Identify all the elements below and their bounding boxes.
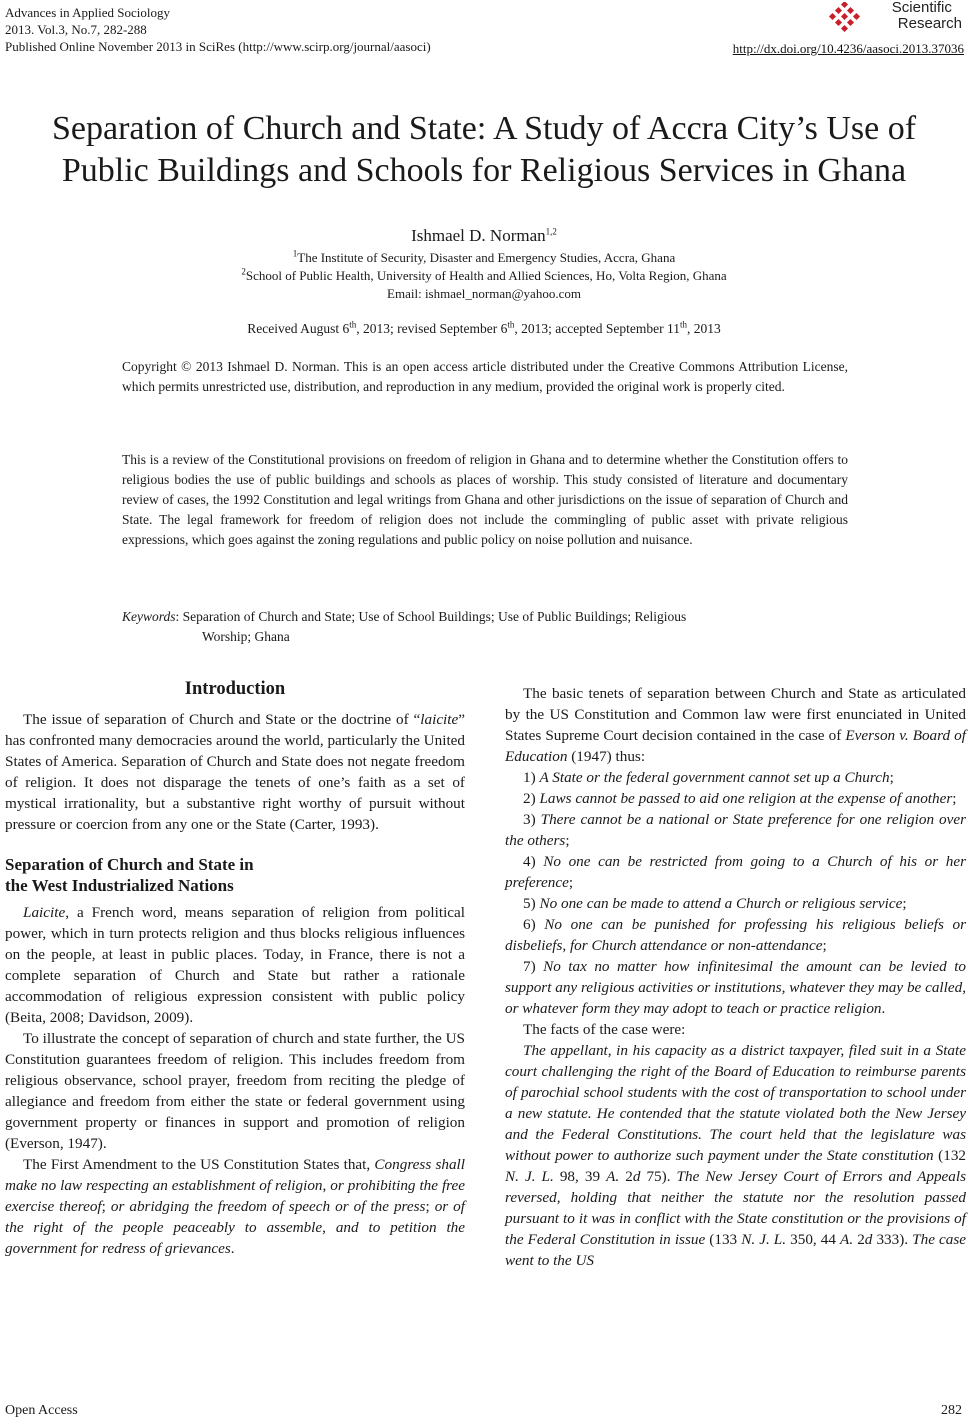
case-facts-quote: The appellant, in his capacity as a district taxpayer, filed suit in a State court challenging the right of the Board of Education to reimburse parents of parochial school students with the cost of transportation to school under a new statute. He contended that the statute violated both the New Jersey and the Federal Constitutions. The court held that the legislature was without power to authorize such payment under the State constitution (132 N. J. L. 98, 39 A. 2d 75). The New Jersey Court of Errors and Appeals reversed, holding that neither the statute nor the resolution passed pursuant to it was in conflict with the State constitution or the provisions of the Federal Constitution in issue (133 N. J. L. 350, 44 A. 2d 333). The case went to the US: [505, 1042, 967, 1269]
paragraph: The First Amendment to the US Constitution States that, Congress shall make no law respecting an establishment of religion, or prohibiting the free exercise thereof; or abridging the freedom of speech or of the press; or of the right of the people peaceably to assemble, and to petition the government for redress of grievances.: [5, 1156, 466, 1257]
abstract: This is a review of the Constitutional provisions on freedom of religion in Ghana and to determine whether the Constitution offers to religious bodies the use of public buildings and schools as places of worship. This study consisted of literature and documentary review of cases, the 1992 Constitution and legal writings from Ghana and other jurisdictions on the issue of separation of Church and State. The legal framework for freedom of religion does not include the commingling of public asset with private religious expressions, which goes against the zoning regulations and public policy on noise pollution and nuisance.: [122, 452, 848, 547]
copyright-notice: Copyright © 2013 Ishmael D. Norman. This is an open access article distributed under the Creative Commons Attribution License, which permits unrestricted use, distribution, and reproduction in any medium, provided the original work is properly cited.: [122, 359, 848, 394]
tenet-item: 5) No one can be made to attend a Church or religious service;: [523, 895, 907, 912]
paragraph: Laicite, a French word, means separation of religion from political power, which in turn protects religion and thus blocks religious influences on the people, at least in public places. Today, in France, there is not a complete separation of Church and State but rather a rationale accommodation of religious expression consistent with public policy (Beita, 2008; Davidson, 2009).: [5, 904, 465, 1026]
section-heading-separation: Separation of Church and State in the West Industrialized Nations: [5, 855, 254, 895]
tenet-item: 7) No tax no matter how infinitesimal the amount can be levied to support any religious activities or institutions, whatever they may be called, or whatever form they may adopt to teach or practice religion.: [505, 958, 967, 1017]
tenet-item: 1) A State or the federal government cannot set up a Church;: [523, 769, 894, 786]
author-name: Ishmael D. Norman$^{1,2}$: [411, 226, 557, 245]
logo-wordmark: Scientific Research: [891, 0, 962, 32]
left-column: [5, 676, 465, 1259]
tenet-item: 4) No one can be restricted from going to a Church of his or her preference;: [505, 853, 966, 891]
tenet-item: 6) No one can be punished for professing his religious beliefs or disbeliefs, for Church attendance or non-attendance;: [505, 916, 966, 954]
doi-link[interactable]: http://dx.doi.org/10.4236/aasoci.2013.37036: [732, 41, 964, 56]
publisher-logo: [824, 0, 964, 36]
publication-info: Published Online November 2013 in SciRes (http://www.scirp.org/journal/aasoci): [5, 39, 431, 54]
paragraph: To illustrate the concept of separation of church and state further, the US Constitution guarantees freedom of religion. This includes freedom from religious observance, school prayer, freedom from reciting the pledge of allegiance and freedom from either the state or federal government using government property or finances in support and promotion of religion (Everson, 1947).: [5, 1030, 465, 1152]
footer-open-access: Open Access: [5, 1403, 78, 1418]
journal-name: Advances in Applied Sociology: [5, 5, 171, 20]
paragraph: The issue of separation of Church and State or the doctrine of “laicite” has confronted many democracies around the world, particularly the United States of America. Separation of Church and State does not negate freedom of religion. It does not disparage the tenets of one’s faith as a set of mystical irrationality, but a substantive right worthy of pursuit without pressure or coercion from any one or the State (Carter, 1993).: [5, 711, 465, 833]
section-heading-introduction: Introduction: [184, 679, 286, 699]
author-email: Email: ishmael_norman@yahoo.com: [387, 286, 581, 301]
keywords: Keywords: Separation of Church and State; Use of School Buildings; Use of Public Buildings; Religious Worship; Ghana: [122, 609, 687, 644]
paragraph: The basic tenets of separation between Church and State as articulated by the US Constitution and Common law were first enunciated in United States Supreme Court decision contained in the case of Everson v. Board of Education (1947) thus:: [505, 685, 966, 765]
article-dates: Received August 6th, 2013; revised September 6th, 2013; accepted September 11th, 2013: [247, 319, 721, 336]
tenet-item: 2) Laws cannot be passed to aid one religion at the expense of another;: [523, 790, 957, 807]
paragraph: The facts of the case were:: [523, 1021, 686, 1038]
diamond-lattice-logo-icon: [828, 2, 862, 32]
journal-volume: 2013. Vol.3, No.7, 282-288: [5, 22, 147, 37]
page-number: 282: [941, 1403, 962, 1418]
tenet-item: 3) There cannot be a national or State preference for one religion over the others;: [505, 811, 966, 849]
affiliation-1: $^1$The Institute of Security, Disaster and Emergency Studies, Accra, Ghana: [292, 248, 676, 265]
right-column: [505, 683, 966, 1271]
article-title: Separation of Church and State: A Study of Accra City’s Use of Public Buildings and Schools for Religious Services in Ghana: [51, 110, 917, 189]
affiliation-2: $^2$School of Public Health, University of Health and Allied Sciences, Ho, Volta Region, Ghana: [241, 266, 727, 283]
running-header: [5, 4, 431, 55]
